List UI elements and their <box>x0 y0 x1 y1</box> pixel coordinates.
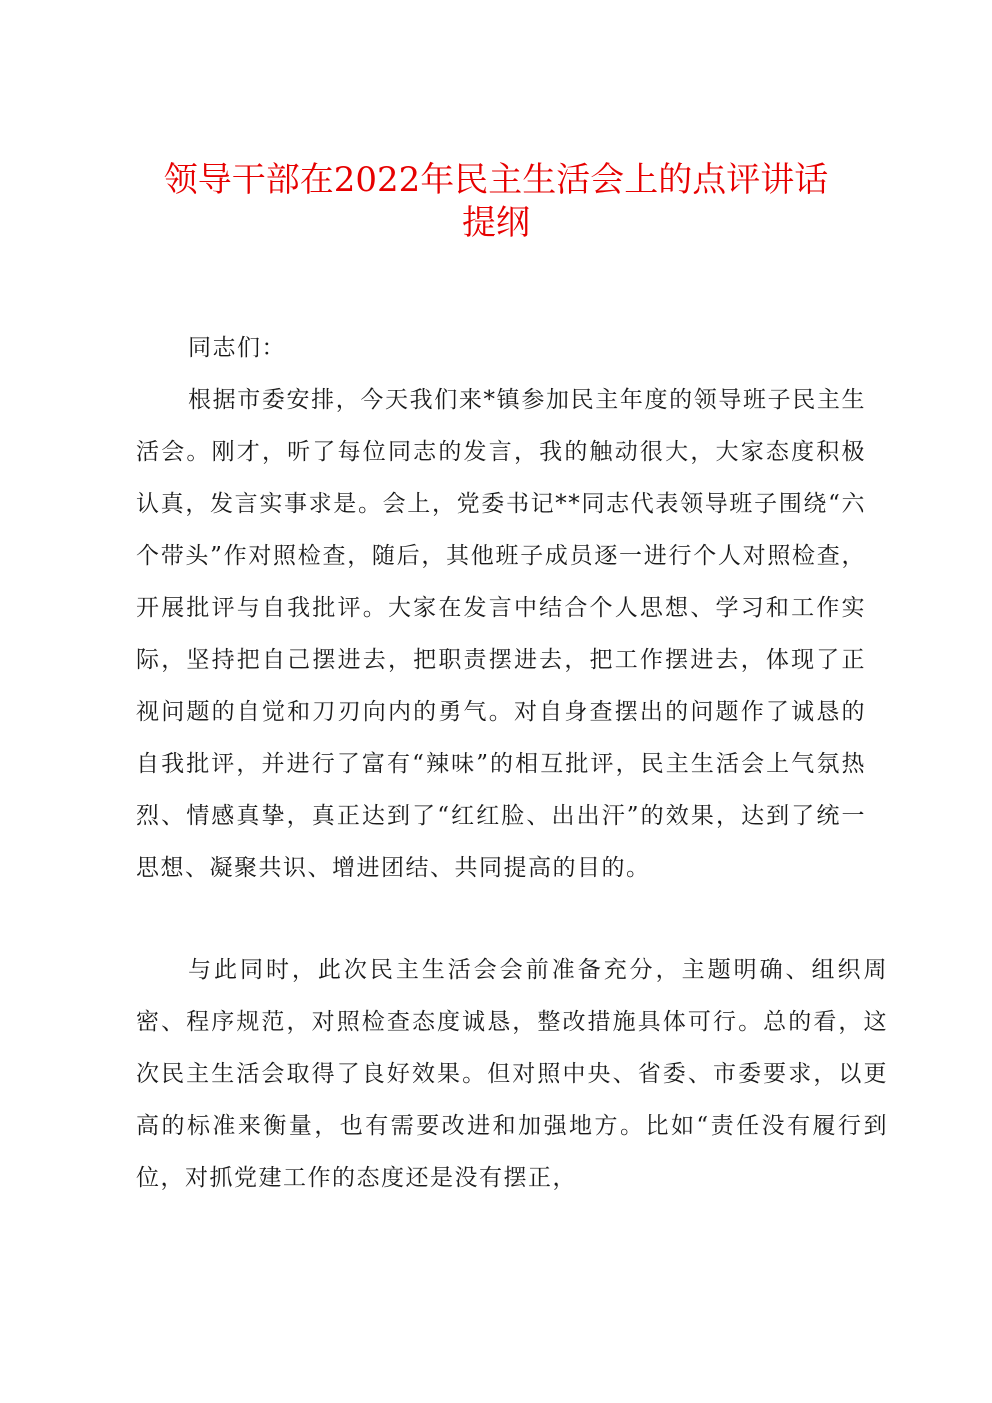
document-title-continued: 提纲 <box>462 203 530 243</box>
paragraph-2: 与此同时，此次民主生活会会前准备充分，主题明确、组织周密、程序规范，对照检查态度诚恳，整改措施具体可行。总的看，这次民主生活会取得了良好效果。但对照中央、省委、市委要求，以更高的标准来衡量，也有需要改进和加强地方。比如“责任没有履行到位，对抓党建工作的态度还是没有摆正， <box>136 957 888 1191</box>
paragraph-1: 根据市委安排，今天我们来*镇参加民主年度的领导班子民主生活会。刚才，听了每位同志的发言，我的触动很大，大家态度积极认真，发言实事求是。会上，党委书记**同志代表领导班子围绕“六个带头”作对照检查，随后，其他班子成员逐一进行个人对照检查，开展批评与自我批评。大家在发言中结合个人思想、学习和工作实际，坚持把自己摆进去，把职责摆进去，把工作摆进去，体现了正视问题的自觉和刀刃向内的勇气。对自身查摆出的问题作了诚恳的自我批评，并进行了富有“辣味”的相互批评，民主生活会上气氛热烈、情感真挚，真正达到了“红红脸、出出汗”的效果，达到了统一思想、凝聚共识、增进团结、共同提高的目的。 <box>136 387 866 881</box>
document-title: 领导干部在2022年民主生活会上的点评讲话 <box>163 160 829 200</box>
greeting: 同志们： <box>188 335 286 361</box>
